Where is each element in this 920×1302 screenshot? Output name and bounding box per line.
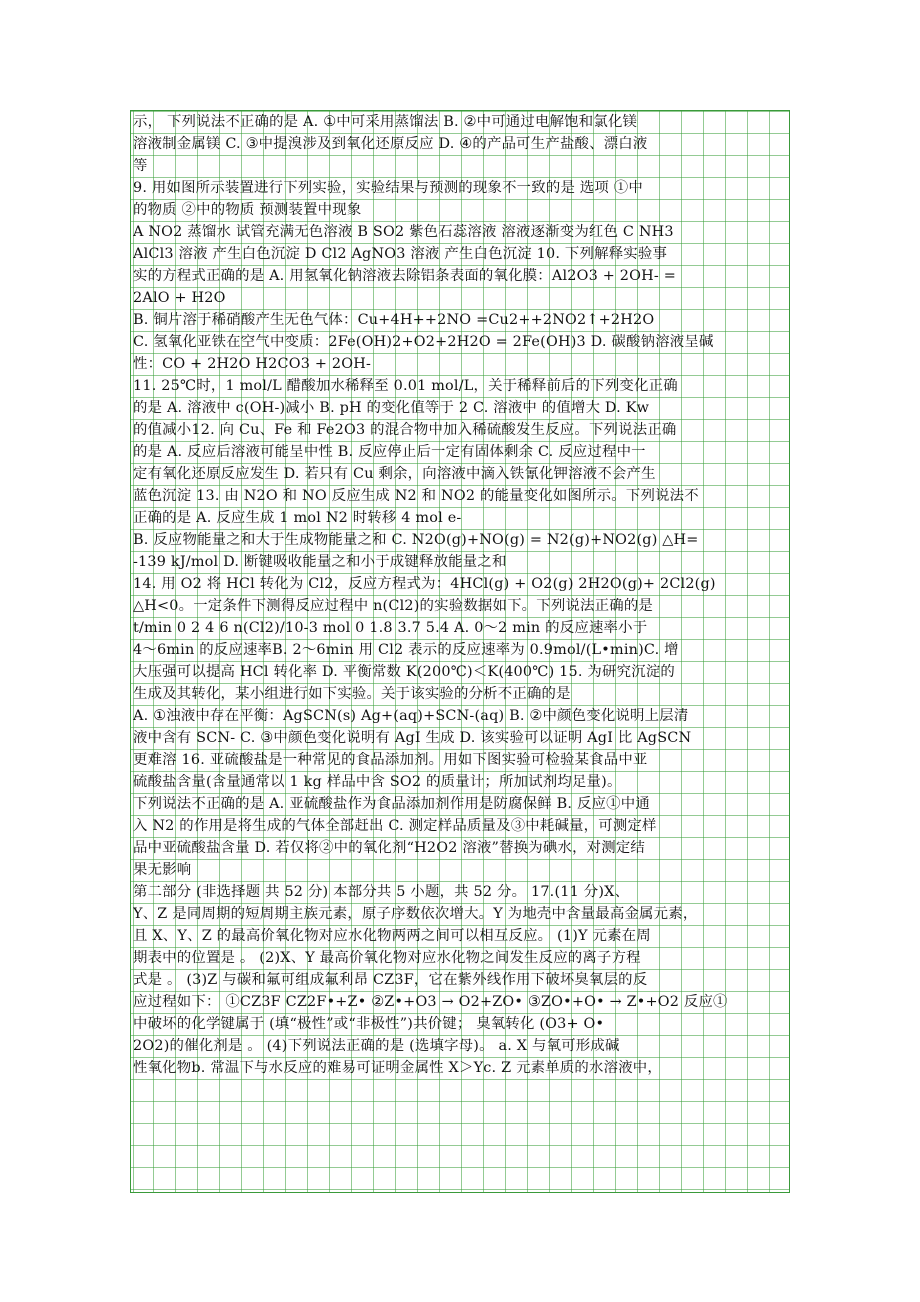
document-text: [133, 111, 788, 1079]
text-line: B. 反应物能量之和大于生成物能量之和 C. N2O(g)+NO(g) = N2(g)+NO2(g) △H=: [133, 532, 699, 548]
text-line: Y、Z 是同周期的短周期主族元素，原子序数依次增大。Y 为地壳中含量最高金属元素，: [133, 906, 698, 922]
text-line: 硫酸盐含量(含量通常以 1 kg 样品中含 SO2 的质量计；所加试剂均足量)。: [133, 774, 622, 790]
text-line: -139 kJ/mol D. 断键吸收能量之和小于成键释放能量之和: [133, 554, 507, 570]
text-line: 性：CO + 2H2O H2CO3 + 2OH-: [133, 356, 372, 372]
text-line: 应过程如下： ①CZ3F CZ2F•+Z• ②Z•+O3 → O2+ZO• ③ZO•+O• → Z•+O2 反应①: [133, 994, 728, 1010]
text-line: B. 铜片溶于稀硝酸产生无色气体：Cu+4H++2NO =Cu2++2NO2↑+2H2O: [133, 312, 655, 328]
text-line: 11. 25℃时，1 mol/L 醋酸加水稀释至 0.01 mol/L，关于稀释前后的下列变化正确: [133, 378, 678, 394]
text-line: 2AlO + H2O: [133, 290, 226, 306]
text-line: 的物质 ②中的物质 预测装置中现象: [133, 202, 362, 218]
text-line: 示， 下列说法不正确的是 A. ①中可采用蒸馏法 B. ②中可通过电解饱和氯化镁: [133, 114, 638, 130]
text-line: 果无影响: [133, 862, 192, 878]
text-line: A. ①浊液中存在平衡：AgSCN(s) Ag+(aq)+SCN-(aq) B. ②中颜色变化说明上层清: [133, 708, 689, 724]
text-line: 第二部分 (非选择题 共 52 分) 本部分共 5 小题，共 52 分。 17.(11 分)X、: [133, 884, 630, 900]
text-line: 中破坏的化学键属于 (填“极性”或“非极性”)共价键； 臭氧转化 (O3+ O•: [133, 1016, 605, 1032]
text-line: 下列说法不正确的是 A. 亚硫酸盐作为食品添加剂作用是防腐保鲜 B. 反应①中通: [133, 796, 650, 812]
text-line: 式是 。 (3)Z 与碳和氟可组成氟利昂 CZ3F，它在紫外线作用下破坏臭氧层的反: [133, 972, 648, 988]
text-line: 9. 用如图所示装置进行下列实验，实验结果与预测的现象不一致的是 选项 ①中: [133, 180, 643, 196]
text-line: t/min 0 2 4 6 n(Cl2)/10-3 mol 0 1.8 3.7 5.4 A. 0～2 min 的反应速率小于: [133, 620, 648, 636]
text-line: △H<0。一定条件下测得反应过程中 n(Cl2)的实验数据如下。下列说法正确的是: [133, 598, 654, 614]
document-page: [130, 110, 790, 1193]
text-line: 品中亚硫酸盐含量 D. 若仅将②中的氧化剂“H2O2 溶液”替换为碘水，对测定结: [133, 840, 646, 856]
text-line: 期表中的位置是 。 (2)X、Y 最高价氧化物对应水化物之间发生反应的离子方程: [133, 950, 641, 966]
text-line: 等: [133, 158, 148, 174]
text-line: 入 N2 的作用是将生成的气体全部赶出 C. 测定样品质量及③中耗碱量，可测定样: [133, 818, 657, 834]
text-line: 4～6min 的反应速率B. 2～6min 用 Cl2 表示的反应速率为 0.9mol/(L•min)C. 增: [133, 642, 679, 658]
text-line: 液中含有 SCN- C. ③中颜色变化说明有 AgI 生成 D. 该实验可以证明 AgI 比 AgSCN: [133, 730, 692, 746]
text-line: 定有氧化还原反应发生 D. 若只有 Cu 剩余，向溶液中滴入铁氰化钾溶液不会产生: [133, 466, 656, 482]
text-line: 正确的是 A. 反应生成 1 mol N2 时转移 4 mol e-: [133, 510, 462, 526]
text-line: 且 X、Y、Z 的最高价氧化物对应水化物两两之间可以相互反应。 (1)Y 元素在周: [133, 928, 651, 944]
text-line: 的是 A. 反应后溶液可能呈中性 B. 反应停止后一定有固体剩余 C. 反应过程中一: [133, 444, 646, 460]
text-line: 生成及其转化，某小组进行如下实验。关于该实验的分析不正确的是: [133, 686, 571, 702]
text-line: 性氧化物b. 常温下与水反应的难易可证明金属性 X＞Yc. Z 元素单质的水溶液中，: [133, 1060, 662, 1076]
text-line: 溶液制金属镁 C. ③中提溴涉及到氧化还原反应 D. ④的产品可生产盐酸、漂白液: [133, 136, 648, 152]
text-line: C. 氢氧化亚铁在空气中变质：2Fe(OH)2+O2+2H2O = 2Fe(OH)3 D. 碳酸钠溶液呈碱: [133, 334, 714, 350]
text-line: 大压强可以提高 HCl 转化率 D. 平衡常数 K(200℃)＜K(400℃) 15. 为研究沉淀的: [133, 664, 675, 680]
text-line: AlCl3 溶液 产生白色沉淀 D Cl2 AgNO3 溶液 产生白色沉淀 10. 下列解释实验事: [133, 246, 668, 262]
text-line: 的值减小12. 向 Cu、Fe 和 Fe2O3 的混合物中加入稀硫酸发生反应。下列说法正确: [133, 422, 677, 438]
text-line: 的是 A. 溶液中 c(OH-)减小 B. pH 的变化值等于 2 C. 溶液中 的值增大 D. Kw: [133, 400, 650, 416]
text-line: 14. 用 O2 将 HCl 转化为 Cl2，反应方程式为：4HCl(g) + O2(g) 2H2O(g)+ 2Cl2(g): [133, 576, 716, 592]
text-line: 更难溶 16. 亚硫酸盐是一种常见的食品添加剂。用如下图实验可检验某食品中亚: [133, 752, 648, 768]
text-line: 蓝色沉淀 13. 由 N2O 和 NO 反应生成 N2 和 NO2 的能量变化如图所示。下列说法不: [133, 488, 699, 504]
text-line: A NO2 蒸馏水 试管充满无色溶液 B SO2 紫色石蕊溶液 溶液逐渐变为红色 C NH3: [133, 224, 674, 240]
text-line: 实的方程式正确的是 A. 用氢氧化钠溶液去除铝条表面的氧化膜：Al2O3 + 2OH- =: [133, 268, 676, 284]
text-line: 2O2)的催化剂是 。 (4)下列说法正确的是 (选填字母)。 a. X 与氧可形成碱: [133, 1038, 620, 1054]
